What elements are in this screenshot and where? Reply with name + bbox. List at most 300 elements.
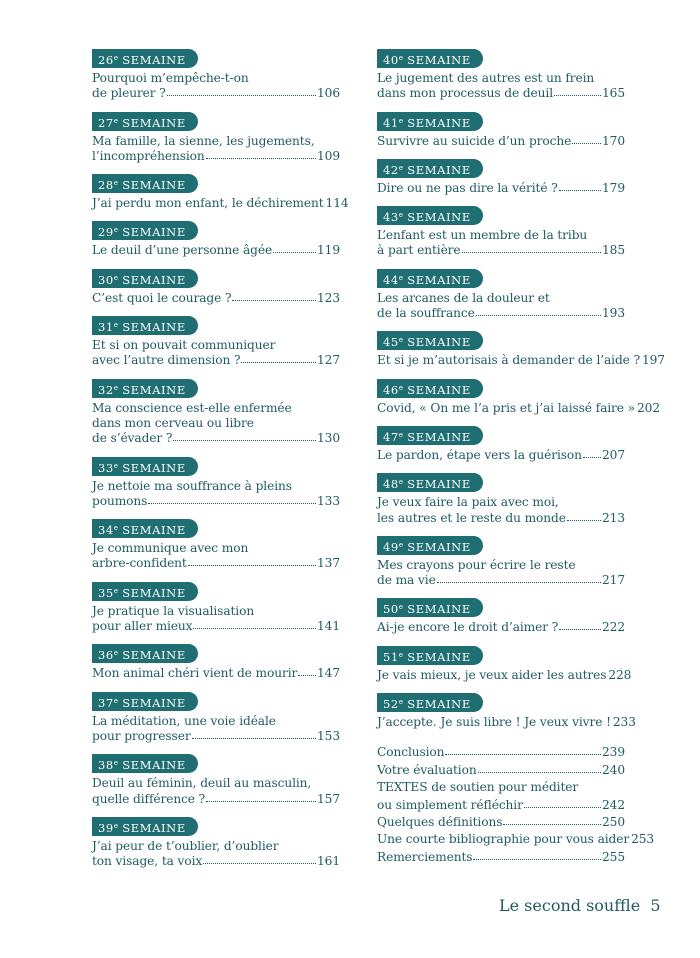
title-last-line: [377, 353, 665, 368]
week-number: 40: [383, 53, 399, 67]
title-line: Mes crayons pour écrire le reste: [377, 557, 576, 572]
week-ordinal-suffix: e: [398, 54, 403, 62]
week-badge: [377, 473, 483, 492]
title-line: Le jugement des autres est un frein: [377, 71, 595, 85]
page-ref: 133: [317, 493, 340, 508]
toc-entry: [377, 379, 660, 416]
dot-leader: [503, 823, 601, 825]
dot-leader: [241, 361, 316, 363]
title-text: Dire ou ne pas dire la vérité ?: [377, 180, 558, 195]
dot-leader: [478, 771, 601, 773]
toc-entry-title: [92, 776, 340, 807]
week-ordinal-suffix: e: [113, 226, 118, 235]
title-last-line: [92, 86, 340, 101]
toc-left-column: [92, 49, 349, 879]
week-number: 28: [98, 178, 114, 193]
week-label: SEMAINE: [122, 178, 186, 193]
week-number: 43: [383, 210, 399, 225]
title-last-line: [377, 620, 625, 635]
title-last-line: [377, 134, 625, 149]
title-line: Je pratique la visualisation: [92, 603, 255, 618]
toc-entry: [92, 49, 340, 102]
title-text: Quelques définitions: [377, 814, 503, 829]
week-label: SEMAINE: [407, 53, 471, 67]
week-number: 41: [383, 115, 399, 130]
toc-entry: [92, 519, 340, 572]
toc-right-column: [377, 49, 665, 866]
title-last-line: [92, 431, 340, 446]
toc-entry: [377, 693, 636, 730]
week-label: SEMAINE: [407, 272, 471, 287]
title-text: J’ai perdu mon enfant, le déchirement: [92, 196, 324, 211]
toc-entry-title: [377, 353, 665, 368]
title-text: ou simplement réfléchir: [377, 797, 523, 812]
week-badge: [377, 331, 483, 350]
back-matter-list: [377, 744, 655, 866]
page-ref: 197: [642, 353, 665, 368]
title-last-line: [377, 573, 625, 588]
week-number: 45: [383, 335, 399, 350]
title-text: de ma vie: [377, 573, 436, 588]
dot-leader: [462, 251, 602, 253]
week-ordinal-suffix: e: [398, 430, 403, 439]
title-last-line: [377, 400, 660, 416]
week-number: 30: [98, 272, 114, 287]
toc-entry: [92, 316, 340, 369]
title-text: de la souffrance: [377, 306, 475, 321]
toc-entry-title: [92, 243, 340, 258]
week-badge: [92, 754, 198, 773]
dot-leader: [273, 251, 316, 253]
title-last-line: [92, 196, 349, 211]
toc-entry-title: [377, 814, 625, 831]
title-last-line: [92, 353, 340, 368]
title-last-line: [377, 744, 625, 761]
toc-entry-title: [377, 849, 625, 866]
page-ref: 170: [602, 133, 625, 148]
title-line: J’ai peur de t’oublier, d’oublier: [92, 838, 279, 853]
week-number: 31: [98, 320, 114, 335]
week-badge: [92, 457, 198, 476]
title-text: l’incompréhension: [92, 148, 205, 163]
page-ref: 137: [317, 556, 340, 571]
title-text: pour progresser: [92, 728, 191, 743]
page-ref: 217: [602, 573, 625, 588]
toc-entry: [92, 112, 340, 165]
week-badge: [377, 269, 483, 288]
week-ordinal-suffix: e: [398, 273, 403, 282]
week-ordinal-suffix: e: [113, 821, 118, 830]
title-text: de pleurer ?: [92, 86, 166, 101]
page-ref: 207: [602, 447, 625, 462]
week-ordinal-suffix: e: [113, 54, 118, 62]
toc-entry: [377, 159, 625, 196]
title-line: Et si on pouvait communiquer: [92, 338, 276, 353]
week-badge: [377, 112, 483, 131]
toc-entry: [92, 457, 340, 510]
week-ordinal-suffix: e: [398, 211, 403, 220]
dot-leader: [188, 564, 316, 566]
toc-entry-title: [377, 762, 625, 779]
week-badge: [92, 269, 198, 288]
toc-entry-title: [377, 134, 625, 149]
week-ordinal-suffix: e: [398, 336, 403, 345]
dot-leader: [232, 299, 316, 301]
toc-entry: [377, 536, 625, 589]
title-text: arbre-confident: [92, 556, 187, 571]
title-line: Je veux faire la paix avec moi,: [377, 495, 559, 510]
toc-entry: [92, 582, 340, 635]
week-number: 49: [383, 539, 399, 554]
page-ref: 253: [631, 832, 655, 847]
title-text: les autres et le reste du monde: [377, 510, 566, 525]
dot-leader: [203, 862, 316, 864]
toc-entry: [92, 644, 340, 681]
toc-entry: [377, 206, 625, 259]
title-text: avec l’autre dimension ?: [92, 353, 241, 368]
week-label: SEMAINE: [122, 523, 186, 538]
toc-entry: [377, 331, 665, 368]
dot-leader: [559, 189, 601, 191]
week-ordinal-suffix: e: [113, 524, 118, 533]
title-last-line: [377, 181, 625, 196]
week-badge: [377, 693, 483, 712]
week-ordinal-suffix: e: [113, 696, 118, 705]
page-ref: 213: [602, 510, 625, 525]
toc-entry-title: [92, 401, 340, 447]
week-badge: [377, 646, 483, 665]
title-text: Remerciements: [377, 849, 473, 864]
toc-backmatter-entry: [377, 762, 625, 779]
toc-entry-title: [92, 541, 340, 572]
title-text: poumons: [92, 493, 148, 508]
week-ordinal-suffix: e: [113, 759, 118, 768]
week-label: SEMAINE: [407, 162, 471, 177]
title-text: Le deuil d’une personne âgée: [92, 243, 273, 258]
toc-entry: [92, 817, 340, 870]
week-label: SEMAINE: [407, 115, 471, 130]
week-ordinal-suffix: e: [113, 649, 118, 658]
toc-entry-title: [377, 779, 625, 814]
page-ref: 114: [325, 196, 349, 211]
week-badge: [377, 536, 483, 555]
page-ref: 141: [317, 619, 340, 634]
week-number: 32: [98, 382, 114, 397]
dot-leader: [437, 581, 601, 583]
page-ref: 240: [602, 762, 625, 777]
title-last-line: [377, 86, 625, 101]
week-badge: [377, 598, 483, 617]
toc-entry-title: [92, 291, 340, 306]
week-badge: [377, 206, 483, 225]
toc-entry-title: [92, 839, 340, 870]
page-ref: 193: [602, 306, 625, 321]
week-badge: [92, 174, 198, 193]
title-last-line: [92, 666, 340, 681]
dot-leader: [554, 94, 601, 96]
toc-entry-title: [92, 134, 340, 165]
week-ordinal-suffix: e: [398, 163, 403, 172]
week-ordinal-suffix: e: [398, 650, 403, 659]
week-label: SEMAINE: [122, 320, 186, 335]
title-text: pour aller mieux: [92, 619, 193, 634]
dot-leader: [473, 858, 601, 860]
title-line: Pourquoi m’empêche-t-on: [92, 71, 249, 85]
toc-backmatter-entry: [377, 814, 625, 831]
title-text: Une courte bibliographie pour vous aider: [377, 832, 630, 847]
week-label: SEMAINE: [407, 649, 471, 664]
page-ref: 109: [317, 148, 340, 163]
dot-leader: [206, 800, 316, 802]
week-label: SEMAINE: [122, 820, 186, 835]
dot-leader: [445, 753, 601, 755]
page-ref: 202: [637, 400, 660, 415]
week-number: 27: [98, 115, 114, 130]
title-text: Conclusion: [377, 745, 445, 760]
title-text: Survivre au suicide d’un proche: [377, 133, 572, 148]
week-badge: [92, 692, 198, 711]
week-number: 29: [98, 225, 114, 240]
title-last-line: [92, 729, 340, 744]
toc-entry-title: [377, 558, 625, 589]
page-ref: 250: [602, 814, 625, 829]
week-badge: [92, 817, 198, 836]
week-ordinal-suffix: e: [113, 273, 118, 282]
toc-entry-title: [377, 181, 625, 196]
page-ref: 127: [317, 353, 340, 368]
title-text: de s’évader ?: [92, 431, 173, 446]
title-text: dans mon processus de deuil: [377, 86, 554, 101]
dot-leader: [148, 502, 316, 504]
page-ref: 222: [602, 620, 625, 635]
page-ref: 153: [317, 728, 340, 743]
toc-entry-title: [92, 196, 349, 211]
page-ref: 165: [602, 86, 625, 101]
week-label: SEMAINE: [407, 477, 471, 492]
week-ordinal-suffix: e: [398, 698, 403, 707]
title-last-line: [377, 762, 625, 779]
week-ordinal-suffix: e: [113, 461, 118, 470]
dot-leader: [559, 628, 601, 630]
week-number: 42: [383, 162, 399, 177]
dot-leader: [583, 456, 601, 458]
title-text: ton visage, ta voix: [92, 854, 203, 869]
page-footer: [499, 896, 661, 915]
week-ordinal-suffix: e: [398, 540, 403, 549]
week-number: 51: [383, 649, 399, 664]
week-number: 50: [383, 602, 399, 617]
week-label: SEMAINE: [407, 602, 471, 617]
week-badge: [377, 426, 483, 445]
toc-entry-title: [377, 291, 625, 322]
week-ordinal-suffix: e: [113, 321, 118, 330]
week-number: 46: [383, 382, 399, 397]
week-number: 38: [98, 758, 114, 773]
week-number: 39: [98, 820, 114, 835]
week-ordinal-suffix: e: [113, 179, 118, 188]
title-last-line: [377, 831, 655, 848]
title-last-line: [92, 494, 340, 509]
title-line: La méditation, une voie idéale: [92, 713, 276, 728]
toc-entry: [377, 598, 625, 635]
title-line: L’enfant est un membre de la tribu: [377, 228, 588, 243]
toc-entry-title: [92, 604, 340, 635]
toc-entry: [92, 269, 340, 306]
title-text: Et si je m’autorisais à demander de l’aide ?: [377, 353, 640, 368]
page-ref: 157: [317, 791, 340, 806]
week-number: 34: [98, 523, 114, 538]
page-ref: 185: [602, 243, 625, 258]
page-ref: 106: [317, 86, 340, 101]
week-ordinal-suffix: e: [398, 116, 403, 125]
toc-entry-title: [377, 71, 625, 102]
toc-entry-title: [92, 666, 340, 681]
dot-leader: [193, 627, 316, 629]
week-number: 35: [98, 585, 114, 600]
page-ref: 242: [602, 797, 625, 812]
title-line: Ma famille, la sienne, les jugements,: [92, 133, 315, 148]
page-ref: 123: [317, 290, 340, 305]
week-badge: [92, 316, 198, 335]
week-label: SEMAINE: [122, 648, 186, 663]
toc-entry-title: [92, 714, 340, 745]
dot-leader: [572, 142, 601, 144]
title-text: J’accepte. Je suis libre ! Je veux vivre !: [377, 715, 611, 730]
title-last-line: [377, 448, 625, 463]
toc-backmatter-entry: [377, 831, 655, 848]
toc-entry-title: [377, 620, 625, 635]
week-number: 44: [383, 272, 399, 287]
toc-entry: [377, 49, 625, 102]
week-label: SEMAINE: [122, 758, 186, 773]
dot-leader: [524, 806, 601, 808]
week-ordinal-suffix: e: [113, 116, 118, 125]
week-number: 52: [383, 697, 399, 712]
week-number: 48: [383, 477, 399, 492]
toc-entry-title: [377, 715, 636, 730]
week-badge: [92, 582, 198, 601]
title-last-line: [377, 797, 625, 814]
title-text: Mon animal chéri vient de mourir: [92, 666, 298, 681]
title-last-line: [92, 243, 340, 258]
toc-entry-title: [377, 448, 625, 463]
week-label: SEMAINE: [407, 429, 471, 444]
week-label: SEMAINE: [122, 115, 186, 130]
toc-backmatter-entry: [377, 779, 625, 814]
title-line: Je communique avec mon: [92, 541, 249, 556]
toc-entry-title: [377, 744, 625, 761]
week-label: SEMAINE: [407, 539, 471, 554]
title-line: Deuil au féminin, deuil au masculin,: [92, 776, 312, 791]
week-label: SEMAINE: [407, 335, 471, 350]
title-last-line: [377, 715, 636, 730]
week-label: SEMAINE: [122, 225, 186, 240]
title-line: Les arcanes de la douleur et: [377, 290, 550, 305]
page-ref: 233: [612, 715, 636, 730]
toc-entry-title: [92, 71, 340, 102]
week-badge: [92, 644, 198, 663]
title-last-line: [377, 667, 632, 683]
title-text: Le pardon, étape vers la guérison: [377, 447, 582, 462]
title-line: TEXTES de soutien pour méditer: [377, 780, 579, 795]
week-badge: [92, 221, 198, 240]
dot-leader: [167, 94, 316, 96]
toc-entry: [92, 754, 340, 807]
week-badge: [92, 379, 198, 398]
title-last-line: [92, 291, 340, 306]
dot-leader: [476, 314, 601, 316]
dot-leader: [173, 439, 316, 441]
week-ordinal-suffix: e: [398, 603, 403, 612]
toc-entry-title: [92, 479, 340, 510]
week-label: SEMAINE: [407, 210, 471, 225]
title-text: quelle différence ?: [92, 791, 206, 806]
week-label: SEMAINE: [407, 382, 471, 397]
week-label: SEMAINE: [122, 460, 186, 475]
dot-leader: [206, 157, 316, 159]
title-text: Votre évaluation: [377, 762, 477, 777]
dot-leader: [298, 674, 316, 676]
toc-entry-title: [377, 831, 655, 848]
toc-entry-title: [377, 667, 632, 683]
toc-entry-title: [377, 228, 625, 259]
running-title: Le second souffle: [499, 896, 641, 915]
week-label: SEMAINE: [407, 697, 471, 712]
week-ordinal-suffix: e: [398, 383, 403, 392]
toc-backmatter-entry: [377, 849, 625, 866]
title-line: Ma conscience est-elle enfermée: [92, 400, 292, 415]
week-label: SEMAINE: [122, 272, 186, 287]
toc-entry: [377, 473, 625, 526]
title-last-line: [377, 511, 625, 526]
title-text: à part entière: [377, 243, 461, 258]
toc-entry-title: [377, 495, 625, 526]
dot-leader: [567, 519, 601, 521]
week-badge: [377, 379, 483, 398]
week-badge: [377, 49, 483, 68]
page-ref: 119: [317, 243, 340, 258]
title-last-line: [92, 619, 340, 634]
week-badge: [92, 112, 198, 131]
page-ref: 147: [317, 666, 340, 681]
dot-leader: [192, 737, 316, 739]
toc-entry: [92, 174, 349, 211]
week-number: 37: [98, 695, 114, 710]
toc-entry: [92, 379, 340, 447]
week-label: SEMAINE: [122, 585, 186, 600]
title-text: Je vais mieux, je veux aider les autres: [377, 667, 607, 682]
toc-entry: [377, 269, 625, 322]
toc-entry: [377, 426, 625, 463]
title-last-line: [92, 854, 340, 869]
page-ref: 179: [602, 180, 625, 195]
week-number: 47: [383, 429, 399, 444]
title-text: Ai-je encore le droit d’aimer ?: [377, 620, 559, 635]
toc-entry: [377, 112, 625, 149]
week-ordinal-suffix: e: [398, 478, 403, 487]
page-ref: 239: [602, 745, 625, 760]
title-last-line: [377, 849, 625, 866]
week-badge: [377, 159, 483, 178]
title-text: C’est quoi le courage ?: [92, 290, 232, 305]
toc-entry-title: [92, 338, 340, 369]
week-number: 33: [98, 460, 114, 475]
week-label: SEMAINE: [122, 695, 186, 710]
title-line: Je nettoie ma souffrance à pleins: [92, 478, 292, 493]
week-badge: [92, 49, 198, 68]
title-last-line: [92, 792, 340, 807]
title-last-line: [92, 556, 340, 571]
